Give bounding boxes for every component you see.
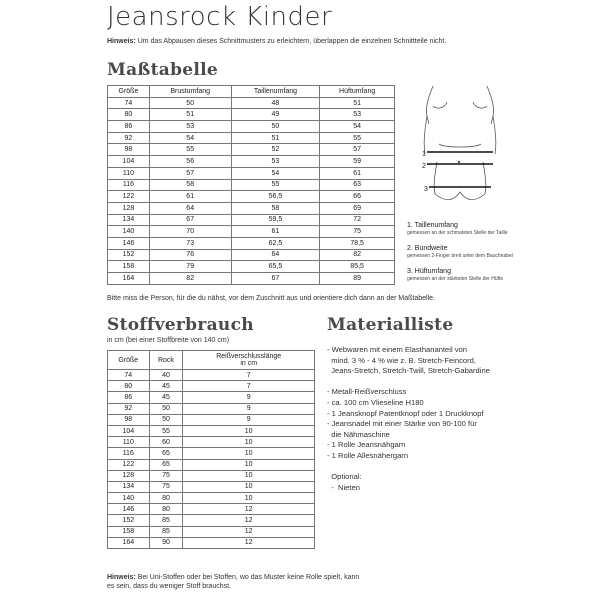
table-cell: 12 [183, 537, 315, 548]
table-cell: 54 [320, 121, 395, 133]
legend-item-2 [407, 245, 513, 259]
table-row [108, 144, 395, 156]
mass-table [107, 85, 395, 285]
table-cell: 58 [149, 179, 231, 191]
table-cell: 9 [183, 392, 315, 403]
table-cell: 128 [108, 470, 150, 481]
table-cell: 110 [108, 167, 150, 179]
legend-item-1 [407, 222, 508, 236]
table-cell: 7 [183, 370, 315, 381]
table-cell: 53 [231, 156, 320, 168]
table-cell: 67 [149, 214, 231, 226]
table-cell: 140 [108, 493, 150, 504]
table-cell: 76 [149, 249, 231, 261]
table-cell: 66 [320, 191, 395, 203]
table-row [108, 504, 315, 515]
mass-note: Bitte miss die Person, für die du nähst, vor dem Zuschnitt aus und orientiere dich dann an der Maßtabelle. [107, 295, 436, 302]
table-cell: 158 [108, 261, 150, 273]
table-cell: 110 [108, 437, 150, 448]
table-cell: 10 [183, 437, 315, 448]
table-row [108, 526, 315, 537]
table-row [108, 191, 395, 203]
table-cell: 9 [183, 414, 315, 425]
table-cell: 82 [320, 249, 395, 261]
table-cell: 55 [320, 132, 395, 144]
table-cell: 12 [183, 526, 315, 537]
table-cell: 122 [108, 459, 150, 470]
table-row [108, 214, 395, 226]
mass-column-header: Größe [108, 86, 150, 98]
table-cell: 89 [320, 273, 395, 285]
table-cell: 10 [183, 470, 315, 481]
table-cell: 98 [108, 144, 150, 156]
material-line: - Jeansnadel mit einer Stärke von 90-100 für [327, 419, 477, 429]
table-cell: 128 [108, 202, 150, 214]
material-line: - Nieten [327, 482, 360, 492]
table-cell: 10 [183, 493, 315, 504]
table-cell: 98 [108, 414, 150, 425]
legend-desc: gemessen an der stärksten Stelle der Hüfte [407, 276, 504, 282]
table-cell: 56,5 [231, 191, 320, 203]
table-row [108, 132, 395, 144]
table-row [108, 425, 315, 436]
table-cell: 51 [231, 132, 320, 144]
table-cell: 65 [149, 448, 183, 459]
table-row [108, 414, 315, 425]
table-cell: 140 [108, 226, 150, 238]
material-line: - 1 Rolle Jeansnähgarn [327, 440, 406, 450]
table-cell: 164 [108, 537, 150, 548]
table-cell: 63 [320, 179, 395, 191]
table-cell: 73 [149, 237, 231, 249]
table-row [108, 179, 395, 191]
table-row [108, 202, 395, 214]
table-cell: 116 [108, 179, 150, 191]
legend-title: 1. Taillenumfang [407, 222, 458, 229]
legend-desc: gemessen 2-Finger breit unter dem Bauchnabel [407, 253, 513, 259]
stoff-subheading: in cm (bei einer Stoffbreite von 140 cm) [107, 337, 230, 344]
table-cell: 86 [108, 121, 150, 133]
table-row [108, 437, 315, 448]
material-line: die Nähmaschine [327, 429, 390, 439]
table-row [108, 237, 395, 249]
legend-item-3 [407, 268, 503, 282]
table-cell: 10 [183, 448, 315, 459]
table-cell: 158 [108, 526, 150, 537]
table-cell: 52 [231, 144, 320, 156]
table-cell: 10 [183, 459, 315, 470]
material-list [327, 345, 490, 493]
table-cell: 50 [149, 97, 231, 109]
table-row [108, 515, 315, 526]
table-cell: 75 [320, 226, 395, 238]
table-cell: 70 [149, 226, 231, 238]
table-cell: 75 [149, 481, 183, 492]
table-cell: 116 [108, 448, 150, 459]
stoff-table [107, 350, 315, 549]
table-row [108, 261, 395, 273]
table-cell: 74 [108, 370, 150, 381]
material-heading: Materialliste [327, 315, 454, 335]
table-cell: 51 [149, 109, 231, 121]
table-cell: 80 [149, 504, 183, 515]
table-cell: 7 [183, 381, 315, 392]
table-cell: 55 [231, 179, 320, 191]
table-row [108, 121, 395, 133]
table-cell: 57 [149, 167, 231, 179]
table-cell: 82 [149, 273, 231, 285]
stoff-column-header: Rock [149, 351, 183, 370]
material-line [327, 377, 490, 388]
table-cell: 51 [320, 97, 395, 109]
material-line [327, 462, 490, 473]
table-row [108, 273, 395, 285]
table-cell: 50 [231, 121, 320, 133]
stoff-column-header: Größe [108, 351, 150, 370]
table-cell: 10 [183, 481, 315, 492]
table-row [108, 481, 315, 492]
table-cell: 146 [108, 504, 150, 515]
table-cell: 48 [231, 97, 320, 109]
table-cell: 55 [149, 425, 183, 436]
table-row [108, 392, 315, 403]
table-row [108, 370, 315, 381]
table-cell: 45 [149, 392, 183, 403]
table-cell: 49 [231, 109, 320, 121]
legend-desc: gemessen an der schmalsten Stelle der Taille [407, 230, 508, 236]
table-cell: 79 [149, 261, 231, 273]
table-cell: 40 [149, 370, 183, 381]
body-measurement-figure [415, 84, 505, 214]
table-row [108, 537, 315, 548]
stoff-hint [107, 573, 359, 591]
marker-3: 3 [424, 186, 428, 193]
table-cell: 80 [108, 109, 150, 121]
table-cell: 9 [183, 403, 315, 414]
mass-column-header: Taillenumfang [231, 86, 320, 98]
material-line: mind. 3 % - 4 % wie z. B. Stretch-Feincord, [327, 355, 476, 365]
top-hint [107, 38, 446, 45]
material-line: Optional: [327, 472, 362, 482]
material-line: - ca. 100 cm Vlieseline H180 [327, 397, 424, 407]
mass-column-header: Brustumfang [149, 86, 231, 98]
table-cell: 69 [320, 202, 395, 214]
table-cell: 55 [149, 144, 231, 156]
table-cell: 90 [149, 537, 183, 548]
table-cell: 10 [183, 425, 315, 436]
table-cell: 56 [149, 156, 231, 168]
table-cell: 12 [183, 504, 315, 515]
table-cell: 92 [108, 132, 150, 144]
table-cell: 104 [108, 156, 150, 168]
page-title: Jeansrock Kinder [107, 2, 333, 32]
table-row [108, 249, 395, 261]
table-cell: 74 [108, 97, 150, 109]
table-cell: 65,5 [231, 261, 320, 273]
table-cell: 64 [231, 249, 320, 261]
table-cell: 57 [320, 144, 395, 156]
table-row [108, 403, 315, 414]
table-cell: 53 [149, 121, 231, 133]
table-row [108, 226, 395, 238]
table-row [108, 493, 315, 504]
stoff-heading: Stoffverbrauch [107, 315, 254, 335]
table-cell: 50 [149, 403, 183, 414]
table-cell: 59 [320, 156, 395, 168]
table-cell: 80 [149, 493, 183, 504]
material-line: - Metall-Reißverschluss [327, 387, 407, 397]
table-cell: 61 [149, 191, 231, 203]
table-cell: 122 [108, 191, 150, 203]
table-row [108, 448, 315, 459]
table-cell: 65 [149, 459, 183, 470]
hint-label: Hinweis: [107, 38, 136, 45]
table-cell: 104 [108, 425, 150, 436]
table-row [108, 459, 315, 470]
marker-2: 2 [422, 163, 426, 170]
table-cell: 60 [149, 437, 183, 448]
table-cell: 146 [108, 237, 150, 249]
hint-text: Bei Uni-Stoffen oder bei Stoffen, wo das Muster keine Rolle spielt, kann [135, 574, 360, 581]
table-cell: 54 [149, 132, 231, 144]
table-cell: 64 [149, 202, 231, 214]
table-cell: 45 [149, 381, 183, 392]
stoff-column-header: Reißverschlusslänge in cm [183, 351, 315, 370]
hint-label: Hinweis: [107, 574, 136, 581]
table-cell: 86 [108, 392, 150, 403]
table-cell: 67 [231, 273, 320, 285]
table-row [108, 470, 315, 481]
table-cell: 85 [149, 515, 183, 526]
table-row [108, 156, 395, 168]
material-line: - Webwaren mit einem Elasthananteil von [327, 345, 467, 354]
table-cell: 134 [108, 214, 150, 226]
mass-column-header: Hüftumfang [320, 86, 395, 98]
table-cell: 78,5 [320, 237, 395, 249]
table-cell: 61 [320, 167, 395, 179]
table-cell: 85 [149, 526, 183, 537]
legend-title: 2. Bundweite [407, 245, 448, 252]
table-cell: 50 [149, 414, 183, 425]
table-cell: 164 [108, 273, 150, 285]
table-row [108, 97, 395, 109]
material-line: - 1 Rolle Allesnähergarn [327, 450, 409, 460]
table-cell: 53 [320, 109, 395, 121]
table-cell: 54 [231, 167, 320, 179]
material-line: - 1 Jeansknopf Patentknopf oder 1 Druckknopf [327, 408, 484, 418]
table-cell: 152 [108, 249, 150, 261]
table-cell: 61 [231, 226, 320, 238]
table-cell: 152 [108, 515, 150, 526]
table-row [108, 381, 315, 392]
table-cell: 62,5 [231, 237, 320, 249]
material-line: Jeans-Stretch, Stretch-Twill, Stretch-Gabardine [327, 366, 490, 376]
hint-text: es sein, dass du weniger Stoff brauchst. [107, 583, 231, 590]
table-cell: 92 [108, 403, 150, 414]
table-cell: 85,5 [320, 261, 395, 273]
mass-heading: Maßtabelle [107, 60, 219, 80]
table-row [108, 109, 395, 121]
table-cell: 59,5 [231, 214, 320, 226]
table-cell: 75 [149, 470, 183, 481]
table-cell: 58 [231, 202, 320, 214]
hint-text: Um das Abpausen dieses Schnittmusters zu erleichtern, überlappen die einzelnen Schnittteile nicht. [135, 38, 447, 45]
table-cell: 72 [320, 214, 395, 226]
table-cell: 134 [108, 481, 150, 492]
marker-1: 1 [422, 151, 426, 158]
table-cell: 80 [108, 381, 150, 392]
table-cell: 12 [183, 515, 315, 526]
legend-title: 3. Hüftumfang [407, 268, 451, 275]
table-row [108, 167, 395, 179]
